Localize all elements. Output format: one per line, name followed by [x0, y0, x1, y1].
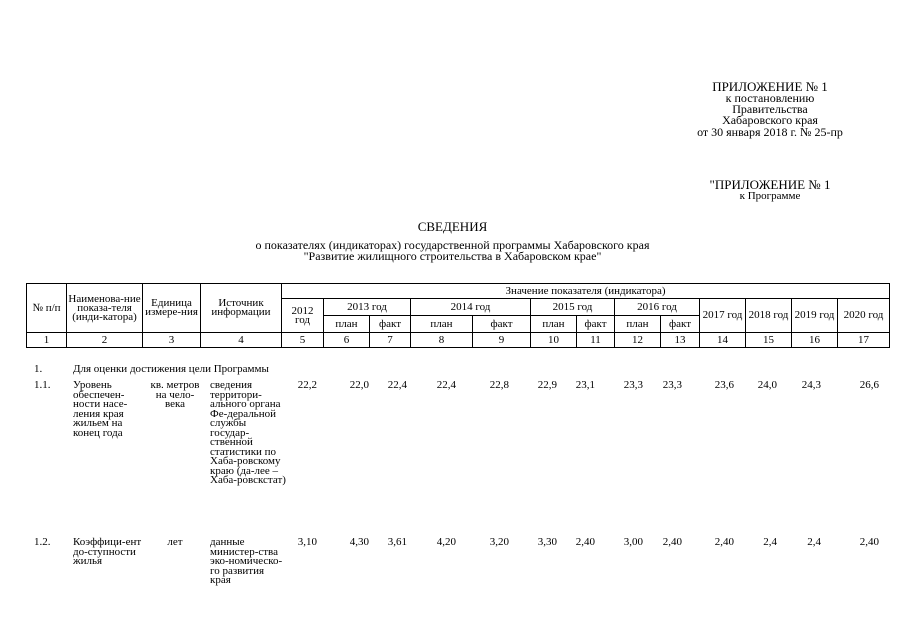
col-header-2014: 2014 год: [411, 299, 531, 316]
value-2017: 2,40: [714, 536, 734, 548]
value-2016-plan: 23,3: [623, 379, 643, 391]
col-header-unit: Единица измере-ния: [143, 284, 201, 333]
col-header-2017: 2017 год: [700, 299, 746, 333]
value-2014-plan: 22,4: [436, 379, 456, 391]
col-header-plan: план: [615, 316, 661, 333]
row-indicator-name: Коэффици-ент до-ступности жилья: [73, 536, 142, 567]
decree-appendix-header: [620, 80, 905, 138]
col-index: 12: [615, 333, 661, 348]
appendix-date: от 30 января 2018 г. № 25-пр: [697, 125, 843, 139]
row-indicator-name: Уровень обеспечен-ности насе-ления края жильем на конец года: [73, 379, 128, 439]
col-index: 7: [370, 333, 411, 348]
col-header-2019: 2019 год: [792, 299, 838, 333]
appendix-title: ПРИЛОЖЕНИЕ № 1: [712, 79, 828, 94]
value-2019: 2,4: [807, 536, 821, 548]
col-index: 8: [411, 333, 473, 348]
col-header-2015: 2015 год: [531, 299, 615, 316]
value-2014-fact: 22,8: [489, 379, 509, 391]
col-header-2020: 2020 год: [838, 299, 890, 333]
col-index: 9: [473, 333, 531, 348]
col-header-num: № п/п: [27, 284, 67, 333]
col-header-2018: 2018 год: [746, 299, 792, 333]
value-2016-fact: 2,40: [662, 536, 682, 548]
value-2013-plan: 4,30: [349, 536, 369, 548]
col-index: 17: [838, 333, 890, 348]
col-index: 16: [792, 333, 838, 348]
col-header-fact: факт: [577, 316, 615, 333]
value-2012: 3,10: [297, 536, 317, 548]
col-index: 10: [531, 333, 577, 348]
value-2015-plan: 22,9: [537, 379, 557, 391]
appendix-line-3: Хабаровского края: [722, 113, 818, 127]
row-number: 1.2.: [34, 536, 51, 548]
value-2016-fact: 23,3: [662, 379, 682, 391]
value-2019: 24,3: [801, 379, 821, 391]
value-2015-plan: 3,30: [537, 536, 557, 548]
value-2018: 24,0: [757, 379, 777, 391]
value-2014-fact: 3,20: [489, 536, 509, 548]
col-index: 14: [700, 333, 746, 348]
document-subtitle-line-1: о показателях (индикаторах) государственной программы Хабаровского края: [255, 238, 650, 252]
appendix-line-1: к постановлению: [725, 91, 815, 105]
col-index: 13: [661, 333, 700, 348]
program-appendix-line: к Программе: [739, 190, 801, 202]
value-2014-plan: 4,20: [436, 536, 456, 548]
document-title: СВЕДЕНИЯ: [417, 219, 488, 234]
program-appendix-title: "ПРИЛОЖЕНИЕ № 1: [709, 177, 831, 192]
col-index: 15: [746, 333, 792, 348]
value-2020: 2,40: [859, 536, 879, 548]
col-header-name: Наименова-ние показа-теля (инди-катора): [67, 284, 143, 333]
value-2017: 23,6: [714, 379, 734, 391]
col-header-plan: план: [531, 316, 577, 333]
appendix-line-2: Правительства: [732, 102, 808, 116]
col-index: 11: [577, 333, 615, 348]
value-2018: 2,4: [763, 536, 777, 548]
row-source: сведения территори-ального органа Фе-деральной службы государ-ственной статистики по Хаба-ровскому краю (да-лее – Хаба-ровскстат): [210, 379, 286, 486]
col-index: 6: [324, 333, 370, 348]
col-header-plan: план: [324, 316, 370, 333]
row-number: 1.1.: [34, 379, 51, 391]
section-title: Для оценки достижения цели Программы: [73, 363, 269, 375]
value-2013-fact: 3,61: [387, 536, 407, 548]
value-2013-plan: 22,0: [349, 379, 369, 391]
row-source: данные министер-ства эко-номическо-го развития края: [210, 536, 283, 586]
col-header-2013: 2013 год: [324, 299, 411, 316]
value-2013-fact: 22,4: [387, 379, 407, 391]
col-index: 5: [282, 333, 324, 348]
col-index: 3: [143, 333, 201, 348]
col-header-source: Источник информации: [201, 284, 282, 333]
col-header-fact: факт: [370, 316, 411, 333]
value-2015-fact: 23,1: [575, 379, 595, 391]
col-header-2016: 2016 год: [615, 299, 700, 316]
document-subtitle-line-2: "Развитие жилищного строительства в Хабаровском крае": [303, 249, 602, 263]
col-header-2012: 2012 год: [282, 299, 324, 333]
col-header-fact: факт: [661, 316, 700, 333]
row-unit: лет: [167, 536, 183, 548]
col-header-plan: план: [411, 316, 473, 333]
indicators-table-header: [26, 283, 890, 348]
value-2016-plan: 3,00: [623, 536, 643, 548]
col-header-fact: факт: [473, 316, 531, 333]
col-index: 2: [67, 333, 143, 348]
section-number: 1.: [34, 363, 43, 375]
value-2020: 26,6: [859, 379, 879, 391]
col-index: 4: [201, 333, 282, 348]
col-header-value: Значение показателя (индикатора): [282, 284, 890, 299]
value-2015-fact: 2,40: [575, 536, 595, 548]
value-2012: 22,2: [297, 379, 317, 391]
document-subtitle: [0, 240, 905, 262]
program-appendix-header: [620, 178, 905, 202]
row-unit: кв. метров на чело-века: [150, 379, 200, 410]
col-index: 1: [27, 333, 67, 348]
